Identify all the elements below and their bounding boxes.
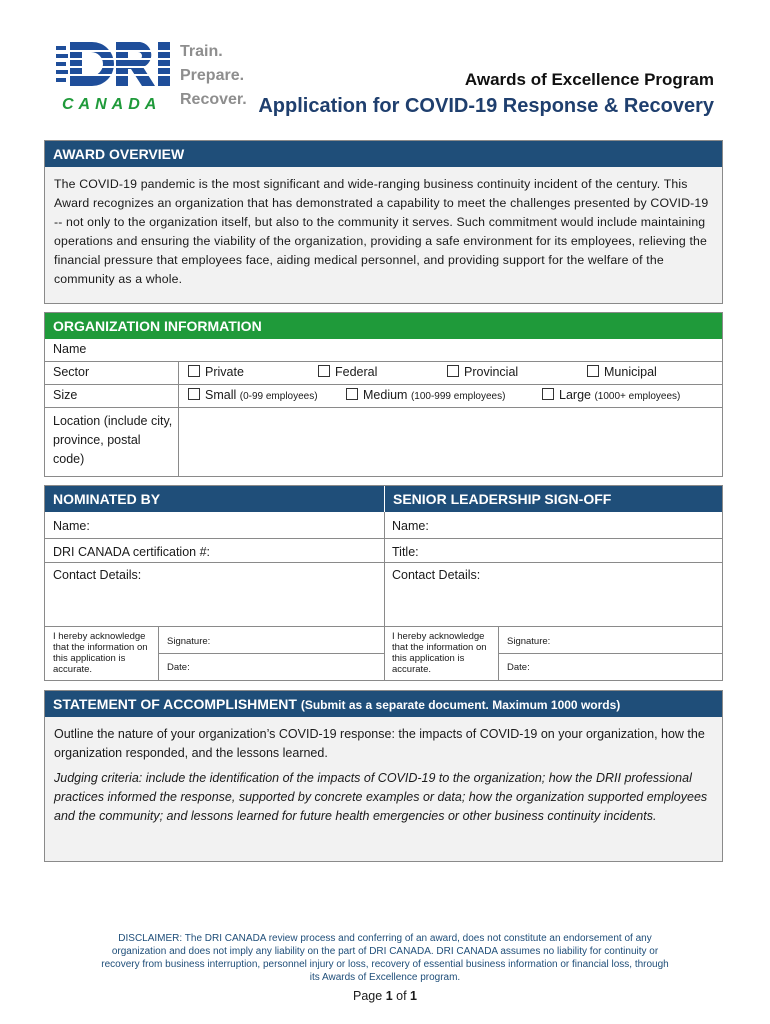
checkbox-icon — [447, 365, 459, 377]
sector-provincial-checkbox[interactable]: Provincial — [447, 365, 518, 379]
page-title: Application for COVID-19 Response & Recovery — [258, 95, 714, 117]
senior-contact-field[interactable]: Contact Details: — [392, 568, 481, 582]
size-large-checkbox[interactable]: Large (1000+ employees) — [542, 388, 680, 402]
checkbox-icon — [188, 388, 200, 400]
organization-information-heading: ORGANIZATION INFORMATION — [45, 313, 722, 339]
page-number: Page 1 of 1 — [353, 989, 417, 1003]
location-row — [45, 407, 722, 477]
nominated-by-heading: NOMINATED BY — [45, 486, 384, 512]
org-name-field[interactable] — [179, 339, 722, 361]
tagline-recover: Recover. — [180, 91, 247, 108]
senior-name-field[interactable]: Name: — [392, 519, 429, 533]
statement-heading-title: STATEMENT OF ACCOMPLISHMENT — [53, 696, 297, 712]
checkbox-icon — [542, 388, 554, 400]
award-overview-heading: AWARD OVERVIEW — [45, 141, 722, 167]
logo-country: CANADA — [62, 96, 162, 113]
senior-title-field[interactable]: Title: — [392, 545, 419, 559]
senior-acknowledgement: I hereby acknowledge that the information on this application is accurate. — [392, 631, 487, 675]
statement-outline: Outline the nature of your organization’s COVID-19 response: the impacts of COVID-19 on your organization, how the organization responded, and the lessons learned. — [54, 727, 705, 760]
statement-section — [44, 690, 723, 862]
tagline-train: Train. — [180, 43, 223, 60]
program-name: Awards of Excellence Program — [464, 70, 714, 89]
dri-logo-mark — [56, 40, 174, 90]
award-overview-section — [44, 140, 723, 304]
senior-leadership-heading: SENIOR LEADERSHIP SIGN-OFF — [385, 486, 722, 512]
nominator-acknowledgement: I hereby acknowledge that the information on this application is accurate. — [53, 631, 148, 675]
size-label: Size — [53, 388, 78, 402]
organization-information-section — [44, 312, 723, 477]
nominator-date-field[interactable]: Date: — [167, 662, 190, 673]
sector-municipal-checkbox[interactable]: Municipal — [587, 365, 657, 379]
location-label: Location (include city, province, postal code) — [53, 414, 173, 466]
nominator-name-field[interactable]: Name: — [53, 519, 90, 533]
senior-signature-field[interactable]: Signature: — [507, 636, 551, 647]
dri-canada-logo — [56, 40, 246, 116]
statement-heading-note: (Submit as a separate document. Maximum 1000 words) — [300, 698, 621, 712]
org-name-label: Name — [53, 342, 87, 356]
org-name-row — [45, 339, 722, 361]
statement-heading — [45, 691, 722, 717]
size-small-checkbox[interactable]: Small (0-99 employees) — [188, 388, 318, 402]
sector-private-checkbox[interactable]: Private — [188, 365, 244, 379]
disclaimer: DISCLAIMER: The DRI CANADA review process and conferring of an award, does not constitute an endorsement of any organization and does not imply any liability on the part of DRI CANADA. DRI CANADA assumes no liability for continuity or recovery from business interruption, personnel injury or loss, recovery of essential business information or financial loss, through its Awards of Excellence program. — [101, 933, 669, 983]
nominator-certification-field[interactable]: DRI CANADA certification #: — [53, 545, 210, 559]
size-row — [45, 384, 722, 408]
senior-date-field[interactable]: Date: — [507, 662, 530, 673]
checkbox-icon — [318, 365, 330, 377]
tagline-prepare: Prepare. — [180, 67, 245, 84]
logo-tagline — [180, 40, 247, 112]
award-overview-text: The COVID-19 pandemic is the most significant and wide-ranging business continuity incident of the century. This Award recognizes an organization that has demonstrated a capability to meet the challenges presented by COVID-19 -- not only to the organization itself, but also to the community it serves. Such commitment would include maintaining operations and ensuring the viability of the organization, providing a safe environment for its employees, relieving the financial pressure that employees face, aiding medical personnel, and providing support for the welfare of the community as a whole. — [54, 177, 709, 286]
nomination-signoff-section — [44, 485, 723, 681]
sector-row — [45, 361, 722, 385]
location-field[interactable] — [179, 408, 722, 477]
sector-label: Sector — [53, 365, 90, 379]
nominator-signature-field[interactable]: Signature: — [167, 636, 211, 647]
checkbox-icon — [587, 365, 599, 377]
statement-criteria: Judging criteria: include the identification of the impacts of COVID-19 to the organization; how the DRII professional practices informed the response, supported by concrete examples or data; how the organization supported employees and the community; and lessons learned for future health emergencies or other business continuity incidents. — [54, 771, 708, 823]
sector-federal-checkbox[interactable]: Federal — [318, 365, 377, 379]
checkbox-icon — [346, 388, 358, 400]
size-medium-checkbox[interactable]: Medium (100-999 employees) — [346, 388, 505, 402]
checkbox-icon — [188, 365, 200, 377]
nominator-contact-field[interactable]: Contact Details: — [53, 568, 142, 582]
